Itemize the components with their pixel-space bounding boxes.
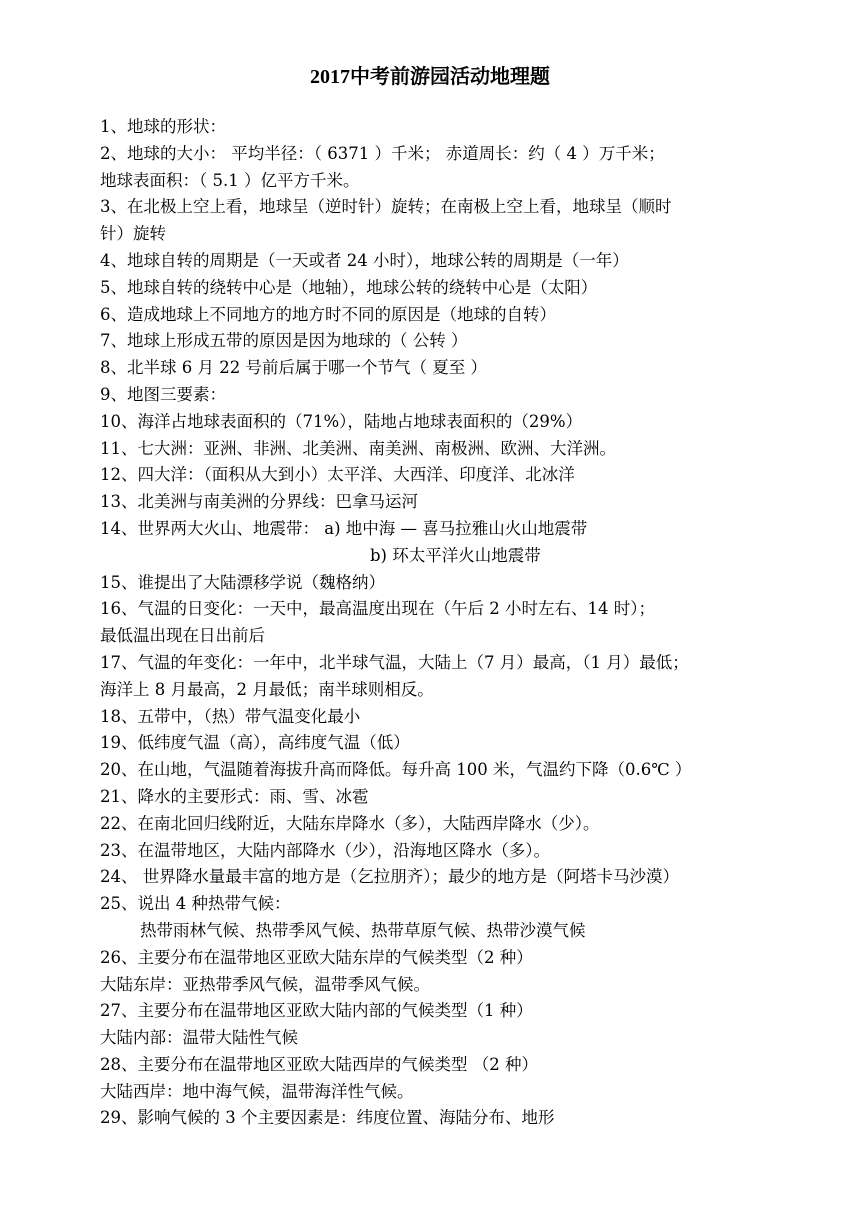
text-line-11: 9、地图三要素：	[100, 384, 226, 404]
text-line-22: 海洋上 8 月最高，2 月最低；南半球则相反。	[100, 679, 434, 699]
text-line-14: 12、四大洋：（面积从大到小）太平洋、大西洋、印度洋、北冰洋	[100, 465, 575, 485]
text-line-30: 25、说出 4 种热带气候：	[100, 894, 291, 914]
text-line-5: 针）旋转	[100, 224, 166, 244]
text-line-21: 17、气温的年变化：一年中，北半球气温，大陆上（7 月）最高，（1 月）最低；	[100, 652, 689, 672]
text-line-25: 20、在山地，气温随着海拔升高而降低。每升高 100 米，气温约下降（0.6℃ ）	[100, 760, 692, 780]
text-line-29: 24、 世界降水量最丰富的地方是（乞拉朋齐）；最少的地方是（阿塔卡马沙漠）	[100, 867, 679, 887]
text-line-12: 10、海洋占地球表面积的（71%），陆地占地球表面积的（29%）	[100, 411, 583, 431]
text-line-15: 13、北美洲与南美洲的分界线：巴拿马运河	[100, 492, 418, 512]
text-line-31: 热带雨林气候、热带季风气候、热带草原气候、热带沙漠气候	[140, 920, 586, 940]
text-line-9: 7、地球上形成五带的原因是因为地球的（ 公转 ）	[100, 331, 468, 351]
text-line-33: 大陆东岸：亚热带季风气候，温带季风气候。	[100, 974, 430, 994]
text-line-35: 大陆内部：温带大陆性气候	[100, 1028, 298, 1048]
text-line-36: 28、主要分布在温带地区亚欧大陆西岸的气候类型 （2 种）	[100, 1054, 538, 1074]
text-line-18: 15、谁提出了大陆漂移学说（魏格纳）	[100, 572, 385, 592]
document-body	[100, 114, 830, 1132]
text-line-26: 21、降水的主要形式：雨、雪、冰雹	[100, 786, 369, 806]
text-line-6: 4、地球自转的周期是（一天或者 24 小时），地球公转的周期是（一年）	[100, 250, 629, 270]
text-line-7: 5、地球自转的绕转中心是（地轴），地球公转的绕转中心是（太阳）	[100, 277, 598, 297]
text-line-19: 16、气温的日变化：一天中，最高温度出现在（午后 2 小时左右、14 时）；	[100, 599, 655, 619]
text-line-23: 18、五带中，（热）带气温变化最小	[100, 706, 361, 726]
text-line-17: b) 环太平洋火山地震带	[370, 545, 541, 565]
text-line-1: 1、地球的形状：	[100, 117, 226, 136]
text-line-10: 8、北半球 6 月 22 号前后属于哪一个节气（ 夏至 ）	[100, 358, 487, 378]
text-line-16: 14、世界两大火山、地震带： a) 地中海 — 喜马拉雅山火山地震带	[100, 518, 588, 538]
text-line-8: 6、造成地球上不同地方的地方时不同的原因是（地球的自转）	[100, 304, 556, 324]
text-line-13: 11、七大洲：亚洲、非洲、北美洲、南美洲、南极洲、欧洲、大洋洲。	[100, 438, 616, 458]
text-line-2: 2、地球的大小： 平均半径：（ 6371 ）千米； 赤道周长：约（ 4 ）万千米；	[100, 143, 665, 163]
text-line-24: 19、低纬度气温（高），高纬度气温（低）	[100, 733, 410, 753]
text-line-20: 最低温出现在日出前后	[100, 626, 265, 646]
text-line-32: 26、主要分布在温带地区亚欧大陆东岸的气候类型（2 种）	[100, 947, 533, 967]
text-line-37: 大陆西岸：地中海气候，温带海洋性气候。	[100, 1081, 414, 1101]
text-line-38: 29、影响气候的 3 个主要因素是：纬度位置、海陆分布、地形	[100, 1108, 555, 1128]
text-line-28: 23、在温带地区，大陆内部降水（少），沿海地区降水（多）。	[100, 840, 550, 860]
text-line-27: 22、在南北回归线附近，大陆东岸降水（多），大陆西岸降水（少）。	[100, 813, 600, 833]
text-line-3: 地球表面积：（ 5.1 ）亿平方千米。	[100, 170, 360, 190]
text-line-4: 3、在北极上空上看，地球呈（逆时针）旋转；在南极上空上看，地球呈（顺时	[100, 197, 672, 217]
text-line-34: 27、主要分布在温带地区亚欧大陆内部的气候类型（1 种）	[100, 1001, 533, 1021]
document-title: 2017中考前游园活动地理题	[310, 66, 550, 88]
